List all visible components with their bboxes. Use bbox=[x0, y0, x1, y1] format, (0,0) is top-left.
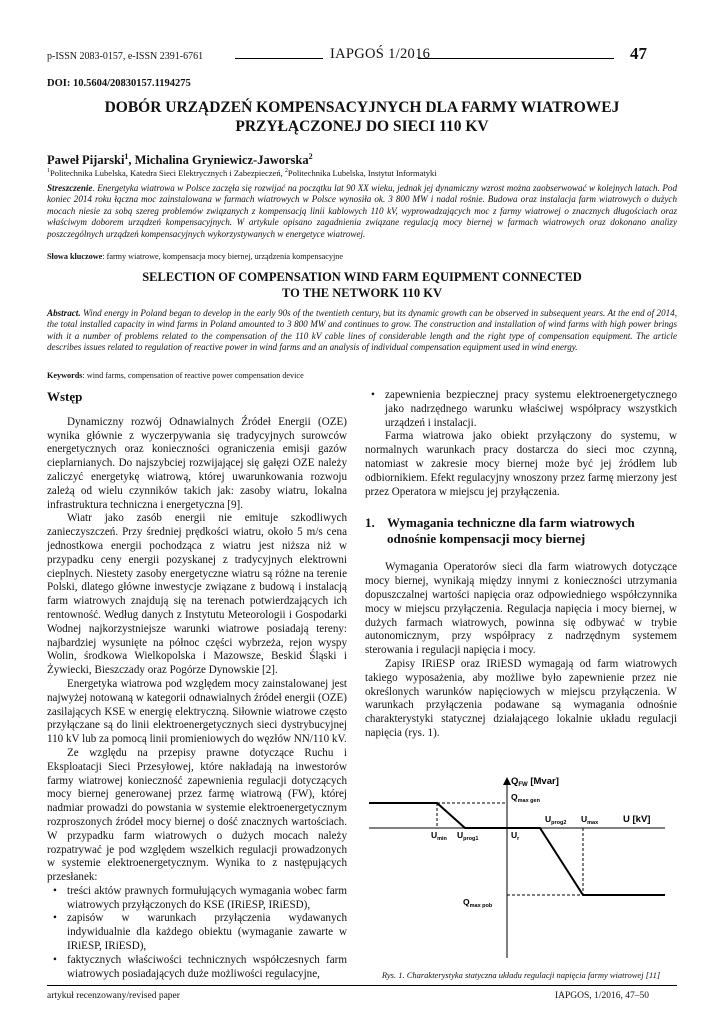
polish-keywords bbox=[47, 252, 677, 261]
english-keywords bbox=[47, 371, 677, 380]
footer-right: IAPGOS, 1/2016, 47–50 bbox=[555, 991, 649, 1001]
footer-rule bbox=[47, 985, 677, 986]
english-abstract-text: Wind energy in Poland began to develop in the early 90s of the twentieth century, but its dynamic growth can be observed in subsequent years. At the end of 2014, the total installed capacity in wind farms in Poland amounted to 3 800 MW and continues to grow. The construction and installation of wind farms with high power brings with it a number of problems related to the compensation of the 110 kV cable lines of considerable length and the right type of compensation equipment. The article describes issues related to regulation of reactive power in wind farms and an analysis of individual compensation equipment used in wind energy. bbox=[47, 308, 677, 353]
intro-paragraph-1: Dynamiczny rozwój Odnawialnych Źródeł Energii (OZE) wynika głównie z wyczerpywania się tradycyjnych surowców energetycznych oraz konieczności ograniczenia emisji gazów cieplarnianych. Do najszybciej rozwijającej się gałęzi OZE należy zaliczyć energetykę wiatrową, której uwarunkowania rozwoju zależą od wielu czynników takich jak: zasoby wiatru, lokalna infrastruktura techniczna i energetyczna [9]. bbox=[47, 415, 347, 511]
title-line-2: PRZYŁĄCZONEJ DO SIECI 110 KV bbox=[235, 118, 489, 135]
author-2-sup: 2 bbox=[308, 152, 313, 161]
polish-keywords-text: : farmy wiatrowe, kompensacja mocy biernej, urządzenia kompensacyjne bbox=[102, 252, 344, 261]
characteristic-curve bbox=[369, 803, 665, 895]
title-line-1: DOBÓR URZĄDZEŃ KOMPENSACYJNYCH DLA FARMY WIATROWEJ bbox=[104, 99, 620, 116]
figure-1-final bbox=[365, 770, 677, 965]
header-rule-left bbox=[235, 58, 323, 59]
english-keywords-text: : wind farms, compensation of reactive power compensation device bbox=[82, 371, 304, 380]
q-max-gen-label: $Q_{max gen}$ bbox=[511, 792, 540, 804]
english-keywords-label: Keywords bbox=[47, 371, 83, 380]
english-title bbox=[47, 269, 677, 301]
polish-abstract-text: . Energetyka wiatrowa w Polsce zaczęła się rozwijać na początku lat 90 XX wieku, jednak jej dynamiczny wzrost można zaobserwować w kolejnych latach. Pod koniec 2014 roku łączna moc zainstalowana w farmach wiatrowych w Polsce wynosiła ok. 3 800 MW i nadal rośnie. Budowa oraz instalacja farm wiatrowych o dużych mocach niesie za sobą szereg problemów związanych z kompensacją linii kablowych 110 kV, wyprowadzających moc z farmy wiatrowej o znacznych długościach oraz właściwym doborem urządzeń kompensacyjnych. W artykule opisano zagadnienia związane regulacją mocy biernej w farmach wiatrowych oraz dokonano analizy poszczególnych urządzeń kompensacyjnych wykorzystywanych w energetyce wiatrowej. bbox=[47, 183, 677, 239]
journal-name: IAPGOŚ 1/2016 bbox=[330, 46, 431, 62]
u-r-label: $U_r$ bbox=[511, 830, 520, 842]
q-axis-label: $Q_{FW}$ [Mvar] bbox=[511, 776, 559, 788]
intro-paragraph-3: Energetyka wiatrowa pod względem mocy zainstalowanej jest najwyżej notowaną w kategorii odnawialnych źródeł energii (OZE) zasilających KSE w energię elektryczną. Siłownie wiatrowe często przyłączane są do linii elektroenergetycznych sieci dystrybucyjnej 110 kV lub za pomocą linii promieniowych do węzłów NN/110 kV. bbox=[47, 677, 347, 746]
right-paragraph-2: Wymagania Operatorów sieci dla farm wiatrowych dotyczące mocy biernej, wynikają między innymi z konieczności utrzymania dopuszczalnej wartości napięcia oraz odpowiedniego współczynnika mocy w miejscu przyłączenia. Regulacja napięcia i mocy biernej, w dużych farmach wiatrowych, powinna się odbywać w trybie autonomicznym, przy współpracy z nadrzędnym systemem sterowania i regulacji napięcia i mocy. bbox=[365, 561, 677, 657]
intro-paragraph-4: Ze względu na przepisy prawne dotyczące Ruchu i Eksploatacji Sieci Przesyłowej, które nakładają na inwestorów farmy wiatrowej konieczność zapewnienia regulacji dotyczących mocy biernej generowanej przez farmę wiatrową (FW), której nadmiar prowadzi do powstania w systemie elektroenergetycznym rozproszonych źródeł mocy biernej o dość znacznych wartościach. W przypadku farm wiatrowych o dużych mocach należy rozpatrywać je pod względem wszelkich regulacji prowadzonych w systemie elektroenergetycznym. Wynika to z następujących przesłanek: bbox=[47, 746, 347, 884]
author-2: Michalina Gryniewicz-Jaworska bbox=[134, 153, 309, 168]
english-title-line-1: SELECTION OF COMPENSATION WIND FARM EQUIPMENT CONNECTED bbox=[142, 270, 582, 284]
section-1-title-line-2: odnośnie kompensacji mocy biernej bbox=[387, 531, 586, 547]
affiliations bbox=[47, 168, 437, 178]
continued-bullet-list bbox=[365, 389, 677, 430]
right-paragraph-3: Zapisy IRiESP oraz IRiESD wymagają od farm wiatrowych takiego wyposażenia, aby możliwe było zapewnienie przez nie określonych warunków napięciowych w miejscu przyłączenia. W warunkach przyłączenia podawane są wymagania odnośnie charakterystyki statycznej działającego lokalnie układu regulacji napięcia (rys. 1). bbox=[365, 657, 677, 739]
doi[interactable]: DOI: 10.5604/20830157.1194275 bbox=[47, 78, 191, 89]
footer-left: artykuł recenzowany/revised paper bbox=[47, 991, 180, 1001]
u-axis-label: U [kV] bbox=[623, 814, 651, 825]
figure-q-arrow-icon bbox=[503, 777, 511, 785]
paper-title bbox=[47, 98, 677, 136]
issn-header: p-ISSN 2083-0157, e-ISSN 2391-6761 bbox=[47, 51, 204, 62]
list-item: • treści aktów prawnych formułujących wymagania wobec farm wiatrowych przyłączonych do KSE (IRiESP, IRiESD), bbox=[67, 885, 347, 913]
author-1: Paweł Pijarski bbox=[47, 153, 125, 168]
u-min-label: $U_{min}$ bbox=[431, 830, 447, 842]
affil-2-sup: 2 bbox=[284, 168, 288, 175]
header-rule-right bbox=[418, 58, 614, 59]
affil-2: Politechnika Lubelska, Instytut Informatyki bbox=[287, 168, 437, 178]
english-title-line-2: TO THE NETWORK 110 KV bbox=[282, 286, 442, 300]
u-max-label: $U_{max}$ bbox=[581, 814, 599, 826]
page-number: 47 bbox=[630, 44, 647, 63]
affil-1: Politechnika Lubelska, Katedra Sieci Elektrycznych i Zabezpieczeń, bbox=[50, 168, 285, 178]
u-prog1-label: $U_{prog1}$ bbox=[457, 830, 479, 842]
intro-paragraph-2: Wiatr jako zasób energii nie emituje szkodliwych zanieczyszczeń. Przy średniej prędkości wiatru, około 5 m/s cena jednostkowa energii pochodząca z wiatru jest niższa niż w przypadku ceny energii pozyskanej z tradycyjnych elektrowni cieplnych. Niestety zasoby energetyczne wiatru są różne na terenie Polski, dlatego główne inwestycje związane z budową i instalacją farm wiatrowych znajdują się na terenach potwierdzających ich rentowność. Według danych z Instytutu Meteorologii i Gospodarki Wodnej najkorzystniejsze warunki wiatrowe posiadają tereny: najbardziej wysunięte na północ części wybrzeża, rejon wyspy Wolin, środkowa Wielkopolska i Mazowsze, Beskid Śląski i Żywiecki, Bieszczady oraz Pogórze Dynowskie [2]. bbox=[47, 512, 347, 677]
section-1-title-line-1: Wymagania techniczne dla farm wiatrowych bbox=[387, 515, 635, 531]
author-1-sup: 1 bbox=[124, 152, 129, 161]
polish-abstract-label: Streszczenie bbox=[47, 183, 93, 193]
authors bbox=[47, 152, 313, 168]
polish-keywords-label: Słowa kluczowe bbox=[47, 252, 103, 261]
list-item: • zapewnienia bezpiecznej pracy systemu elektroenergetycznego jako nadrzędnego warunku właściwej współpracy wszystkich urządzeń i instalacji. bbox=[385, 389, 677, 430]
right-paragraph-1: Farma wiatrowa jako obiekt przyłączony do systemu, w normalnych warunkach pracy dostarcza do sieci moc czynną, natomiast w zakresie mocy biernej może być jej źródłem lub odbiornikiem. Efekt regulacyjny wnoszony przez farmę mierzony jest przez Operatora w miejscu jej przyłączenia. bbox=[365, 430, 677, 498]
intro-bullet-list bbox=[47, 885, 347, 982]
intro-heading: Wstęp bbox=[47, 389, 83, 404]
u-prog2-label: $U_{prog2}$ bbox=[545, 814, 567, 826]
right-column bbox=[365, 389, 677, 741]
author-sep: , bbox=[128, 153, 135, 168]
list-item: • zapisów w warunkach przyłączenia wydawanych indywidualnie dla każdego obiektu (wymaganie zawarte w IRiESP, IRiESD), bbox=[67, 912, 347, 953]
section-1-number: 1. bbox=[365, 515, 375, 531]
english-abstract-label: Abstract. bbox=[47, 308, 81, 318]
left-column bbox=[47, 390, 347, 981]
affil-1-sup: 1 bbox=[47, 168, 50, 175]
list-item: • faktycznych właściwości technicznych współczesnych farm wiatrowych posiadających duże możliwości regulacyjne, bbox=[67, 954, 347, 982]
q-max-pob-label: $Q_{max pob}$ bbox=[463, 897, 493, 909]
polish-abstract bbox=[47, 183, 677, 240]
section-1-heading bbox=[365, 515, 677, 547]
english-abstract bbox=[47, 308, 677, 354]
figure-caption: Rys. 1. Charakterystyka statyczna układu regulacji napięcia farmy wiatrowej [11] bbox=[381, 970, 661, 980]
